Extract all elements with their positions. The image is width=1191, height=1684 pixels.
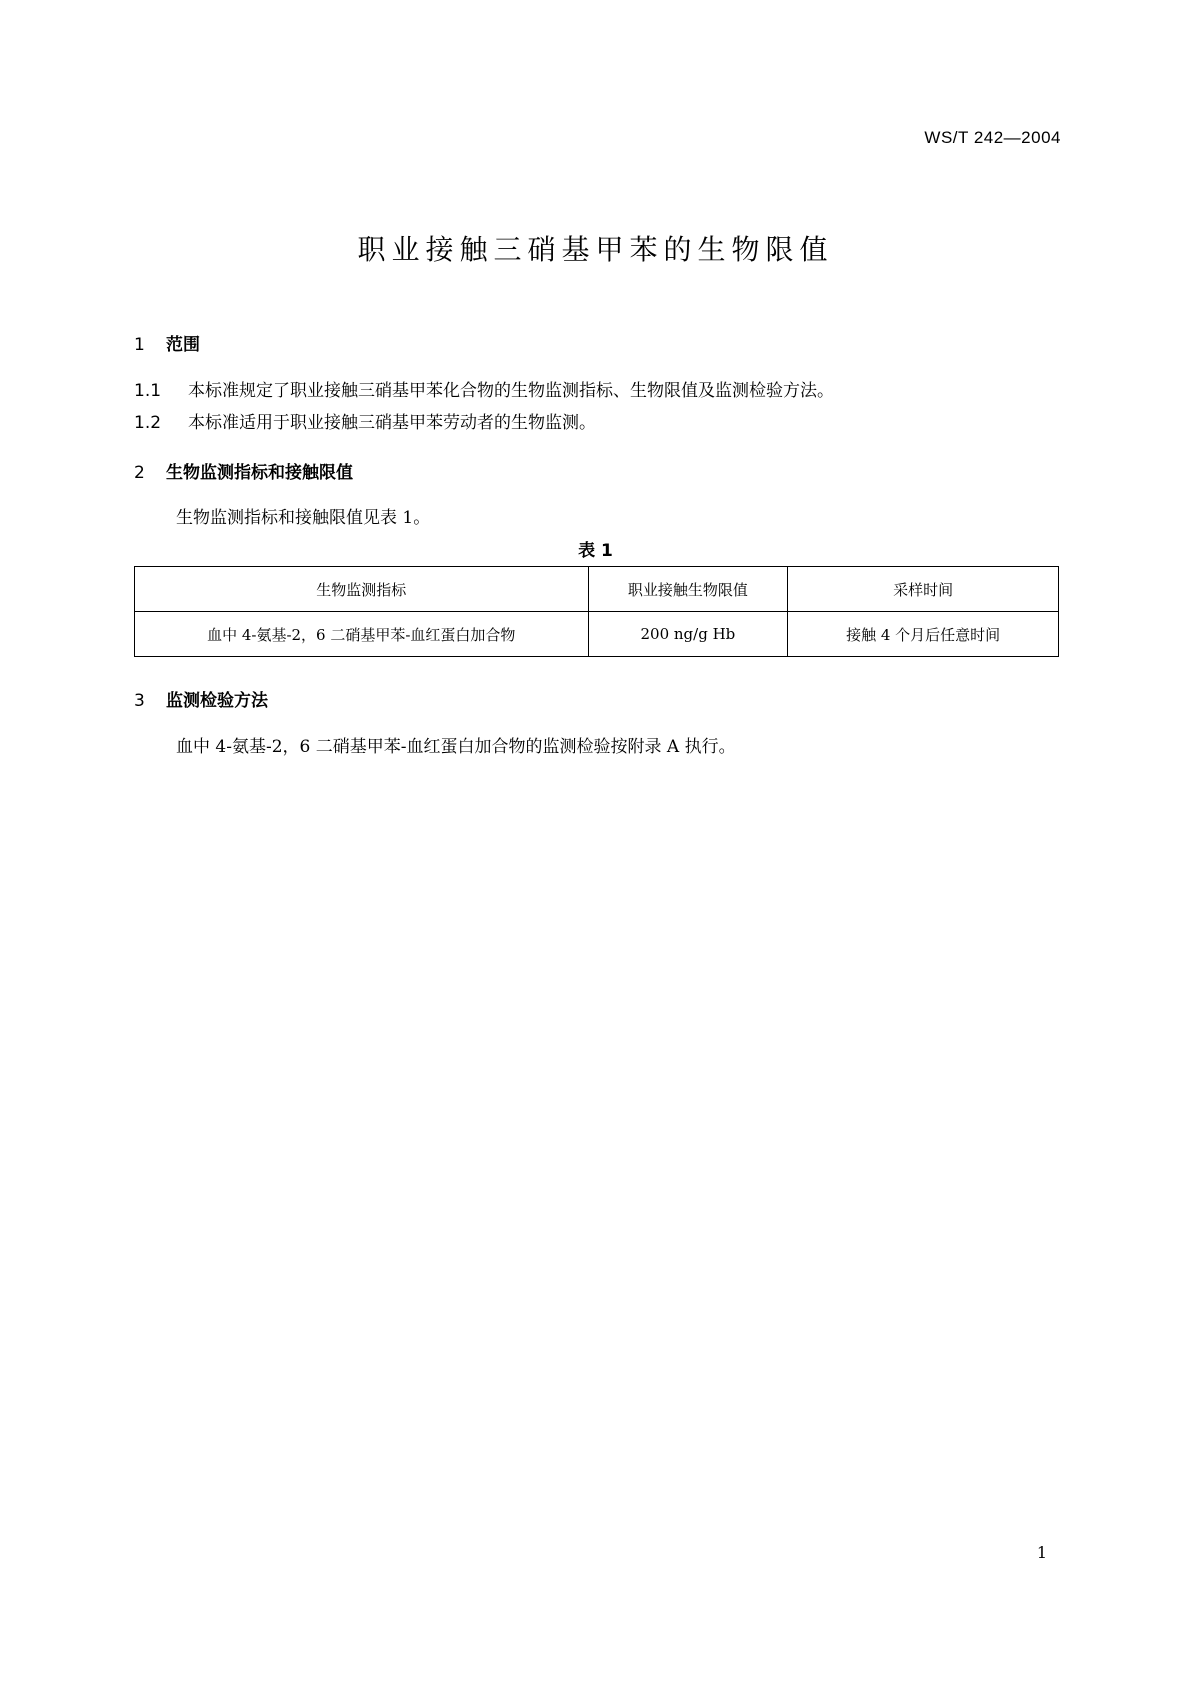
clause-1-2 (134, 408, 596, 433)
table-header-cell: 生物监测指标 (135, 567, 589, 612)
table-caption: 表 1 (578, 541, 613, 561)
table-cell: 200 ng/g Hb (588, 612, 788, 657)
clause-number: 1.2 (134, 413, 162, 433)
biological-limits-table (134, 566, 1059, 657)
section-3-heading (134, 686, 268, 711)
document-title: 职业接触三硝基甲苯的生物限值 (357, 233, 834, 266)
standard-code: WS/T 242—2004 (924, 128, 1061, 147)
section-1-heading (134, 330, 200, 355)
table-cell: 血中 4-氨基-2，6 二硝基甲苯-血红蛋白加合物 (135, 612, 589, 657)
section-3-paragraph: 血中 4-氨基-2，6 二硝基甲苯-血红蛋白加合物的监测检验按附录 A 执行。 (176, 737, 736, 757)
clause-text: 本标准适用于职业接触三硝基甲苯劳动者的生物监测。 (188, 413, 596, 433)
page-number: 1 (1036, 1543, 1047, 1562)
section-2-paragraph: 生物监测指标和接触限值见表 1。 (176, 508, 431, 528)
table-row (135, 612, 1059, 657)
table-cell: 接触 4 个月后任意时间 (788, 612, 1059, 657)
clause-text: 本标准规定了职业接触三硝基甲苯化合物的生物监测指标、生物限值及监测检验方法。 (188, 381, 834, 401)
section-title: 范围 (166, 335, 200, 355)
table-header-row (135, 567, 1059, 612)
clause-number: 1.1 (134, 381, 162, 401)
section-number: 2 (134, 463, 145, 483)
table-header-cell: 采样时间 (788, 567, 1059, 612)
section-number: 1 (134, 335, 145, 355)
section-2-heading (134, 458, 353, 483)
section-title: 生物监测指标和接触限值 (166, 463, 353, 483)
clause-1-1 (134, 376, 834, 401)
section-title: 监测检验方法 (166, 691, 268, 711)
section-number: 3 (134, 691, 145, 711)
table-header-cell: 职业接触生物限值 (588, 567, 788, 612)
